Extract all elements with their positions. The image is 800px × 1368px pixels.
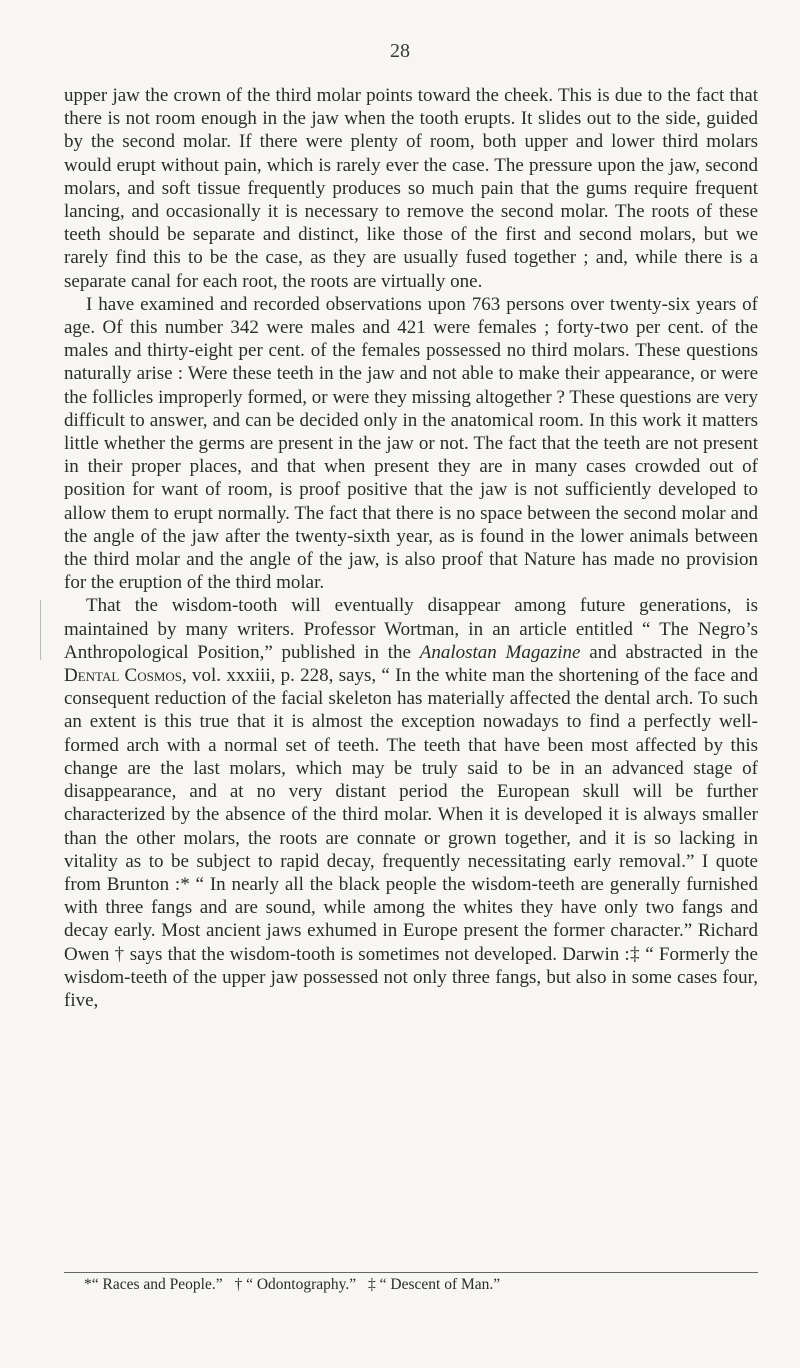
paragraph-3-text-a: That the wisdom-tooth will eventually disappear among future generations, is maintained by many writers. Professor Wortman, in an article entitled “ The Negro’s Anthropological Position,” published in the xyxy=(64,595,758,663)
paragraph-3-text-c: and abstracted in the xyxy=(580,641,759,663)
paragraph-3-text-e: , vol. xxxiii, p. 228, says, “ In the white man the shortening of the face and consequent reduction of the facial skeleton has materially affected the dental arch. To such an extent is this true that it is almost the exception nowadays to find a perfectly well-formed arch with a normal set of teeth. The teeth that have been most affected by this change are the last molars, which may be truly said to be in an advanced stage of disappearance, and at no very distant period the European skull will be further characterized by the absence of the third molar. When it is developed it is always smaller than the other molars, the roots are connate or grown together, and it is so lacking in vitality as to be subject to rapid decay, frequently necessitating early removal.” I quote from Brunton :* “ In nearly all the black people the wisdom-teeth are generally furnished with three fangs and are sound, while among the whites they have only two fangs and decay early. Most ancient jaws exhumed in Europe present the former character.” Richard Owen † says that the wisdom-tooth is sometimes not developed. Darwin :‡ “ Formerly the wisdom-teeth of the upper jaw possessed not only three fangs, but also in some cases four, five, xyxy=(64,665,758,1011)
margin-pencil-mark xyxy=(30,600,41,660)
paragraph-2: I have examined and recorded observations upon 763 persons over twenty-six years of age. Of this number 342 were males and 421 were females ; forty-two per cent. of the males and thirty-eight per cent. of the females possessed no third molars. These questions naturally arise : Were these teeth in the jaw and not able to make their appearance, or were the follicles improperly formed, or were they missing altogether ? These questions are very difficult to answer, and can be decided only in the anatomical room. In this work it matters little whether the germs are present in the jaw or not. The fact that the teeth are not present in their proper places, and that when present they are in many cases crowded out of position for want of room, is proof positive that the jaw is not sufficiently developed to allow them to erupt normally. The fact that there is no space between the second molar and the angle of the jaw after the twenty-sixth year, as is found in the lower animals between the third molar and the angle of the jaw, is also proof that Nature has made no provision for the eruption of the third molar. xyxy=(64,293,758,594)
paragraph-3 xyxy=(64,594,758,1012)
page-number: 28 xyxy=(390,40,410,62)
paragraph-1: upper jaw the crown of the third molar points toward the cheek. This is due to the fact that there is not room enough in the jaw when the tooth erupts. It slides out to the side, guided by the second molar. If there were plenty of room, both upper and lower third molars would erupt without pain, which is rarely ever the case. The pressure upon the jaw, second molars, and soft tissue frequently produces so much pain that the gums require frequent lancing, and occasionally it is necessary to remove the second molar. The roots of these teeth should be separate and distinct, like those of the first and second molars, but we rarely find this to be the case, as they are usually fused together ; and, while there is a separate canal for each root, the roots are virtually one. xyxy=(64,85,758,292)
footnote-3: ‡ “ Descent of Man.” xyxy=(368,1276,501,1293)
footnotes xyxy=(84,1276,764,1294)
journal-title: Dental Cosmos xyxy=(64,665,183,687)
body-text xyxy=(64,84,758,1012)
footnote-1: *“ Races and People.” xyxy=(84,1276,223,1293)
footnote-2: † “ Odontography.” xyxy=(234,1276,357,1293)
footnote-divider xyxy=(64,1272,758,1273)
magazine-title: Analostan Magazine xyxy=(419,641,581,663)
